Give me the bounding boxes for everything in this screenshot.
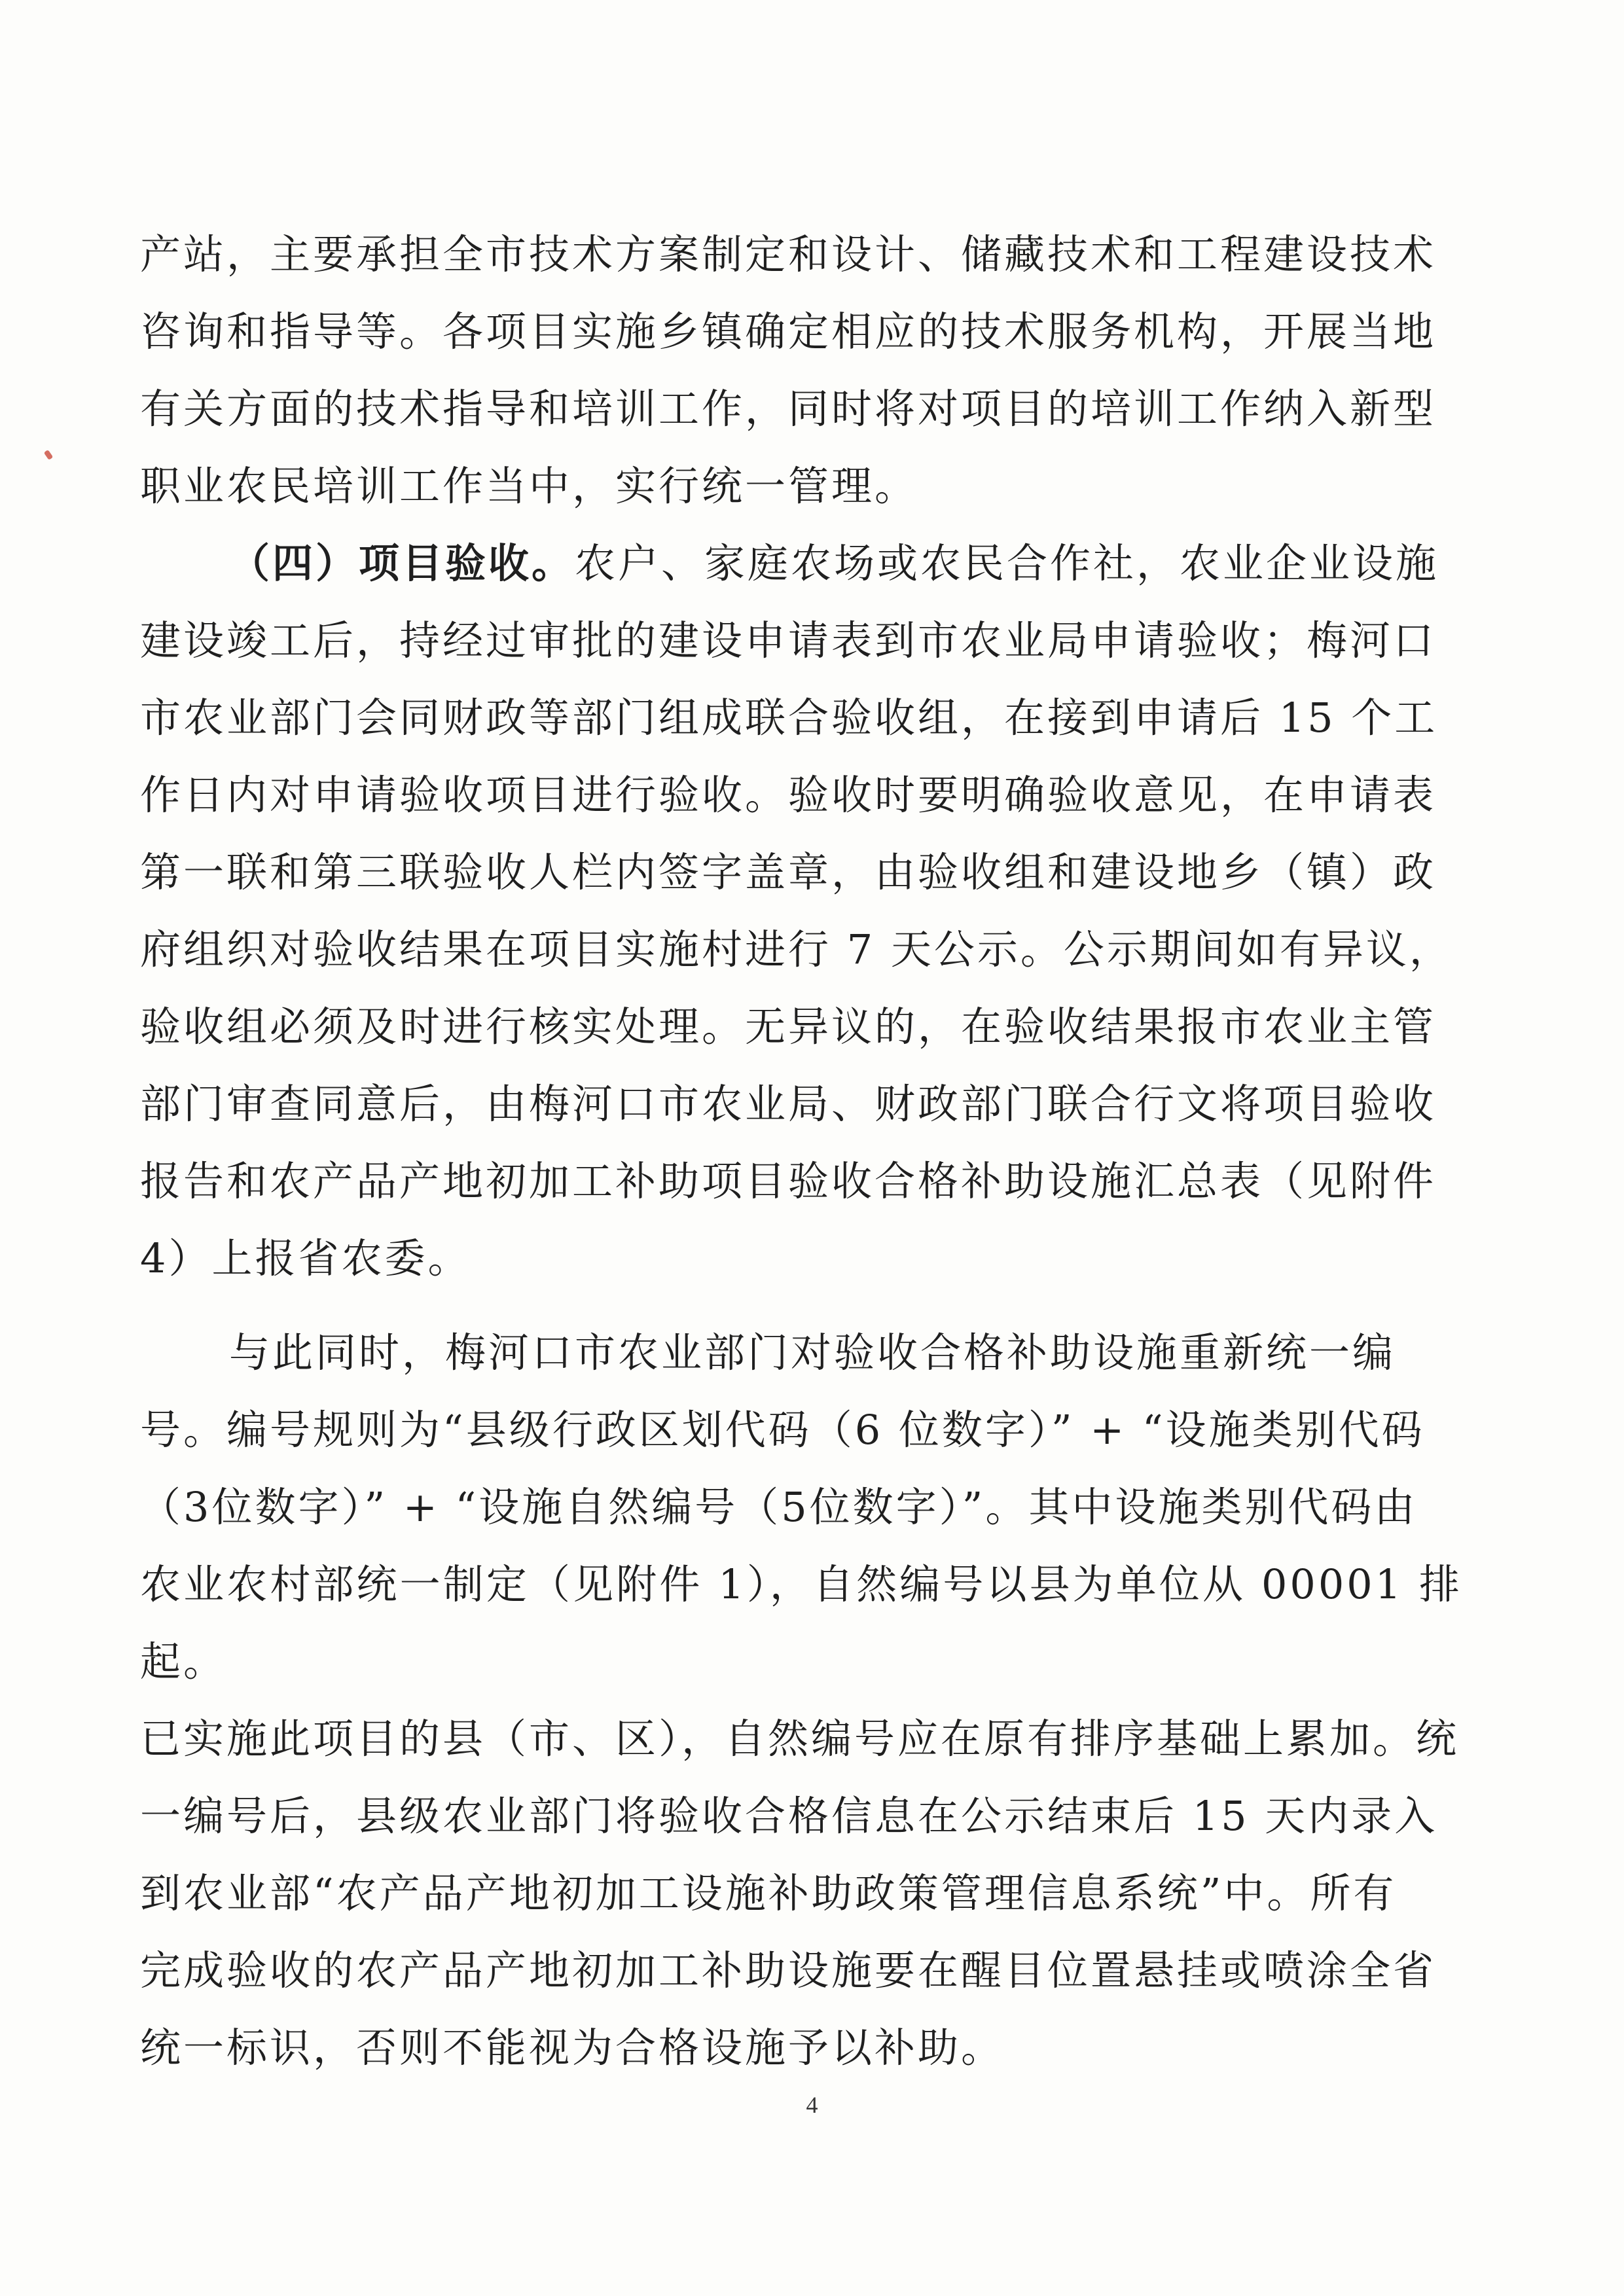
paragraph-2-line-4: 作日内对申请验收项目进行验收。验收时要明确验收意见，在申请表 [140,771,1437,819]
paragraph-2-line-9: 报告和农产品产地初加工补助项目验收合格补助设施汇总表（见附件 [140,1157,1437,1205]
paragraph-3-line-2: 号。编号规则为“县级行政区划代码（6 位数字）” + “设施类别代码 [140,1406,1425,1454]
paragraph-3-line-1: 与此同时，梅河口市农业部门对验收合格补助设施重新统一编 [229,1329,1396,1376]
paragraph-3-line-8: 完成验收的农产品产地初加工补助设施要在醒目位置悬挂或喷涂全省 [140,1946,1437,1994]
paragraph-2-line-6: 府组织对验收结果在项目实施村进行 7 天公示。公示期间如有异议， [140,925,1453,973]
paragraph-2-line-1 [140,525,1462,602]
paragraph-1-line-2: 咨询和指导等。各项目实施乡镇确定相应的技术服务机构，开展当地 [140,308,1437,355]
paragraph-2-line-3: 市农业部门会同财政等部门组成联合验收组，在接到申请后 15 个工 [140,694,1438,742]
scan-mark [44,450,54,460]
paragraph-3-line-5: 已实施此项目的县（市、区），自然编号应在原有排序基础上累加。统 [140,1715,1460,1763]
paragraph-1-line-3: 有关方面的技术指导和培训工作，同时将对项目的培训工作纳入新型 [140,385,1437,433]
paragraph-2-line-10: 4）上报省农委。 [140,1234,471,1282]
section-heading: （四）项目验收。 [229,539,575,587]
paragraph-3-line-6: 一编号后，县级农业部门将验收合格信息在公示结束后 15 天内录入 [140,1792,1438,1840]
paragraph-1-line-4: 职业农民培训工作当中，实行统一管理。 [140,462,918,510]
paragraph-3-line-9: 统一标识，否则不能视为合格设施予以补助。 [140,2024,1005,2072]
paragraph-2-line-7: 验收组必须及时进行核实处理。无异议的，在验收结果报市农业主管 [140,1003,1437,1050]
paragraph-3-line-4: 农业农村部统一制定（见附件 1），自然编号以县为单位从 00001 排起。 [140,1560,1462,1685]
paragraph-2-line-8: 部门审查同意后，由梅河口市农业局、财政部门联合行文将项目验收 [140,1080,1437,1128]
document-body [140,216,1462,2087]
paragraph-2-line-5: 第一联和第三联验收人栏内签字盖章，由验收组和建设地乡（镇）政 [140,848,1437,896]
page-number: 4 [806,2092,818,2118]
paragraph-2-line-2: 建设竣工后，持经过审批的建设申请表到市农业局申请验收；梅河口 [140,617,1437,664]
paragraph-1-line-1: 产站，主要承担全市技术方案制定和设计、储藏技术和工程建设技术 [140,230,1437,278]
paragraph-3-line-7: 到农业部“农产品产地初加工设施补助政策管理信息系统”中。所有 [140,1869,1397,1917]
paragraph-3-line-3: （3位数字）” + “设施自然编号（5位数字）”。其中设施类别代码由 [140,1483,1418,1531]
paragraph-2-line-1-text: 农户、家庭农场或农民合作社，农业企业设施 [575,539,1439,587]
